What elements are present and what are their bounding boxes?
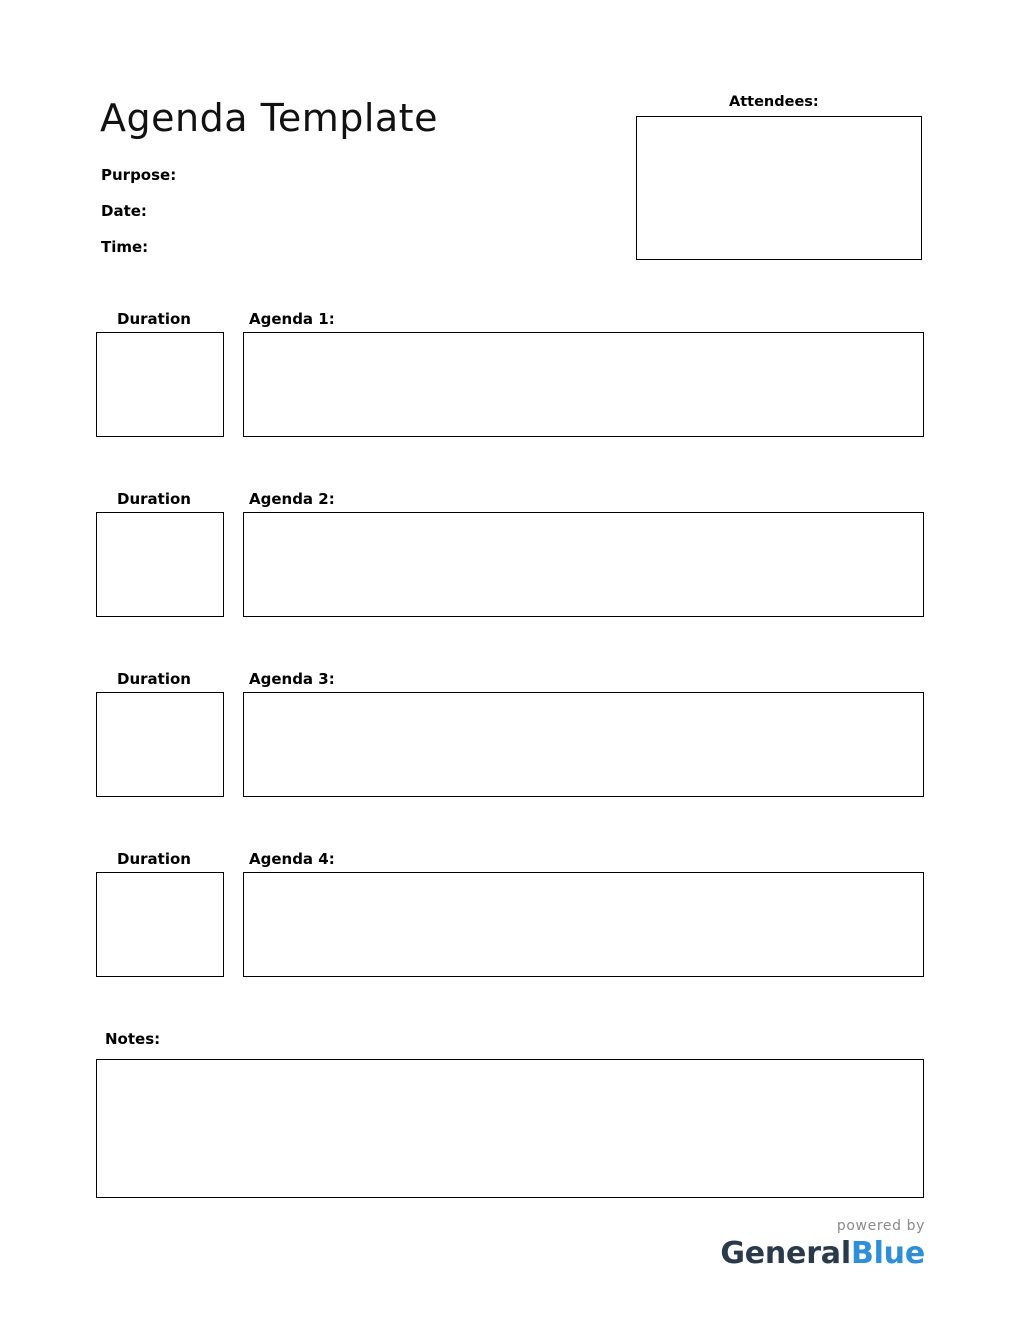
- agenda-label: Agenda 2:: [249, 490, 335, 508]
- agenda-label: Agenda 4:: [249, 850, 335, 868]
- agenda-field[interactable]: [243, 512, 924, 617]
- notes-label: Notes:: [105, 1030, 161, 1048]
- duration-field[interactable]: [96, 512, 224, 617]
- duration-label: Duration: [117, 490, 191, 508]
- purpose-label: Purpose:: [101, 166, 177, 184]
- agenda-field[interactable]: [243, 872, 924, 977]
- attendees-label: Attendees:: [729, 94, 819, 110]
- agenda-label: Agenda 3:: [249, 670, 335, 688]
- duration-field[interactable]: [96, 872, 224, 977]
- generalblue-logo: [625, 1236, 925, 1271]
- attendees-field[interactable]: [636, 116, 922, 260]
- agenda-label: Agenda 1:: [249, 310, 335, 328]
- duration-field[interactable]: [96, 332, 224, 437]
- agenda-field[interactable]: [243, 332, 924, 437]
- agenda-field[interactable]: [243, 692, 924, 797]
- powered-by-text: powered by: [836, 1218, 925, 1234]
- duration-label: Duration: [117, 310, 191, 328]
- logo-text-general: General: [720, 1236, 851, 1271]
- duration-label: Duration: [117, 670, 191, 688]
- notes-field[interactable]: [96, 1059, 924, 1198]
- duration-label: Duration: [117, 850, 191, 868]
- date-label: Date:: [101, 202, 147, 220]
- page-title: Agenda Template: [100, 96, 438, 140]
- duration-field[interactable]: [96, 692, 224, 797]
- logo-text-blue: Blue: [850, 1236, 925, 1271]
- time-label: Time:: [101, 238, 149, 256]
